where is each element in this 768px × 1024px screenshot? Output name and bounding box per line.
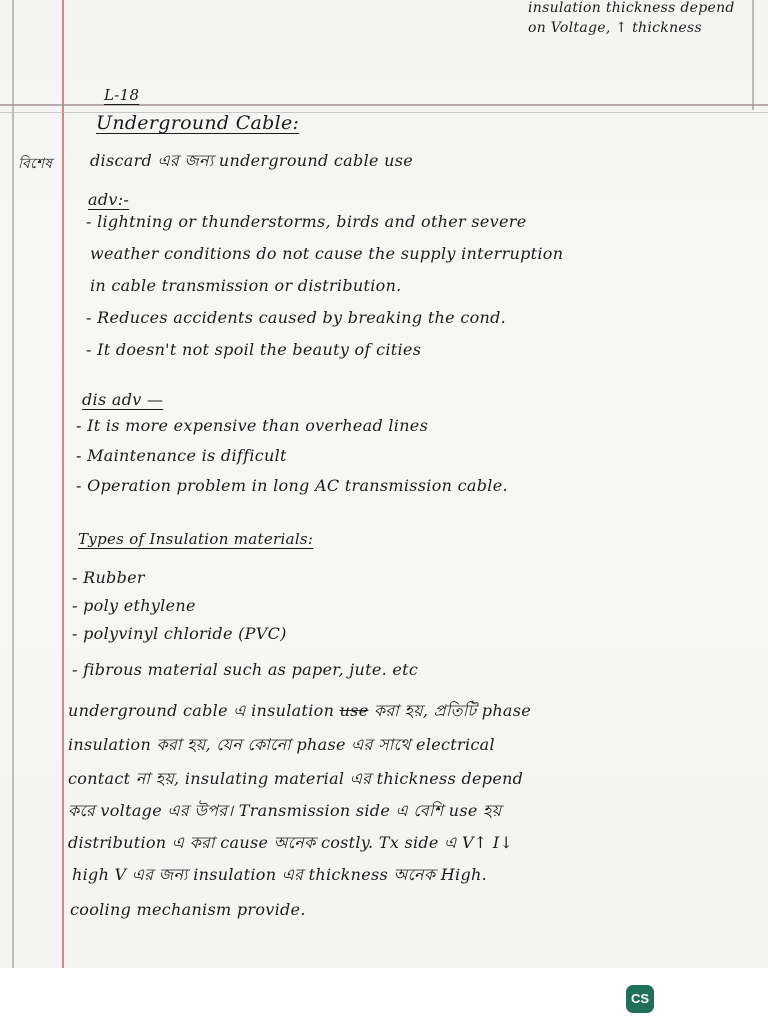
camscanner-logo-text: CS (630, 991, 650, 1006)
adv-line-1: - lightning or thunderstorms, birds and other severe (86, 212, 527, 231)
camscanner-logo (626, 985, 654, 1013)
adv-line-2: weather conditions do not cause the supply interruption (90, 244, 564, 263)
disadv-line-1: - It is more expensive than overhead lines (76, 416, 429, 435)
page-left-edge (12, 0, 14, 968)
adv-line-5: - It doesn't not spoil the beauty of cities (86, 340, 422, 359)
adv-line-4: - Reduces accidents caused by breaking the cond. (86, 308, 507, 327)
lecture-number: L-18 (104, 86, 140, 104)
disadv-label: dis adv — (82, 390, 164, 409)
insulation-label: Types of Insulation materials: (78, 530, 314, 548)
insulation-item-2: - poly ethylene (72, 596, 196, 615)
paragraph-line-2: insulation করা হয়, যেন কোনো phase এর সাথে electrical (68, 735, 495, 754)
adv-label: adv:- (88, 190, 130, 209)
paragraph-line-6: high V এর জন্য insulation এর thickness অনেক High. (72, 865, 487, 884)
paragraph-line-1-part-b: করা হয়, প্রতিটি phase (373, 701, 532, 720)
page-title: Underground Cable: (96, 112, 300, 134)
insulation-item-4: - fibrous material such as paper, jute. etc (72, 660, 419, 679)
margin-line (62, 0, 64, 968)
paragraph-line-7: cooling mechanism provide. (70, 900, 306, 919)
paragraph-line-3: contact না হয়, insulating material এর thickness depend (68, 769, 524, 788)
intro-text: discard এর জন্য underground cable use (90, 151, 414, 170)
paragraph-line-1-struck-word: use (339, 701, 369, 720)
disadv-line-2: - Maintenance is difficult (76, 446, 287, 465)
margin-note: বিশেষ (18, 156, 53, 172)
paragraph-line-5: distribution এ করা cause অনেক costly. Tx side এ V↑ I↓ (68, 833, 514, 852)
insulation-item-3: - polyvinyl chloride (PVC) (72, 624, 287, 643)
insulation-item-1: - Rubber (72, 568, 145, 587)
paragraph-line-1 (68, 698, 531, 725)
top-note-line1: insulation thickness depend (528, 0, 735, 16)
top-note-line2: on Voltage, ↑ thickness (528, 20, 702, 36)
disadv-line-3: - Operation problem in long AC transmission cable. (76, 476, 508, 495)
header-rule (0, 104, 768, 106)
paragraph-line-4: করে voltage এর উপর। Transmission side এ বেশি use হয় (68, 801, 502, 820)
paragraph-line-1-part-a: underground cable এ insulation (68, 701, 335, 720)
right-margin-line (752, 0, 754, 110)
adv-line-3: in cable transmission or distribution. (90, 276, 402, 295)
